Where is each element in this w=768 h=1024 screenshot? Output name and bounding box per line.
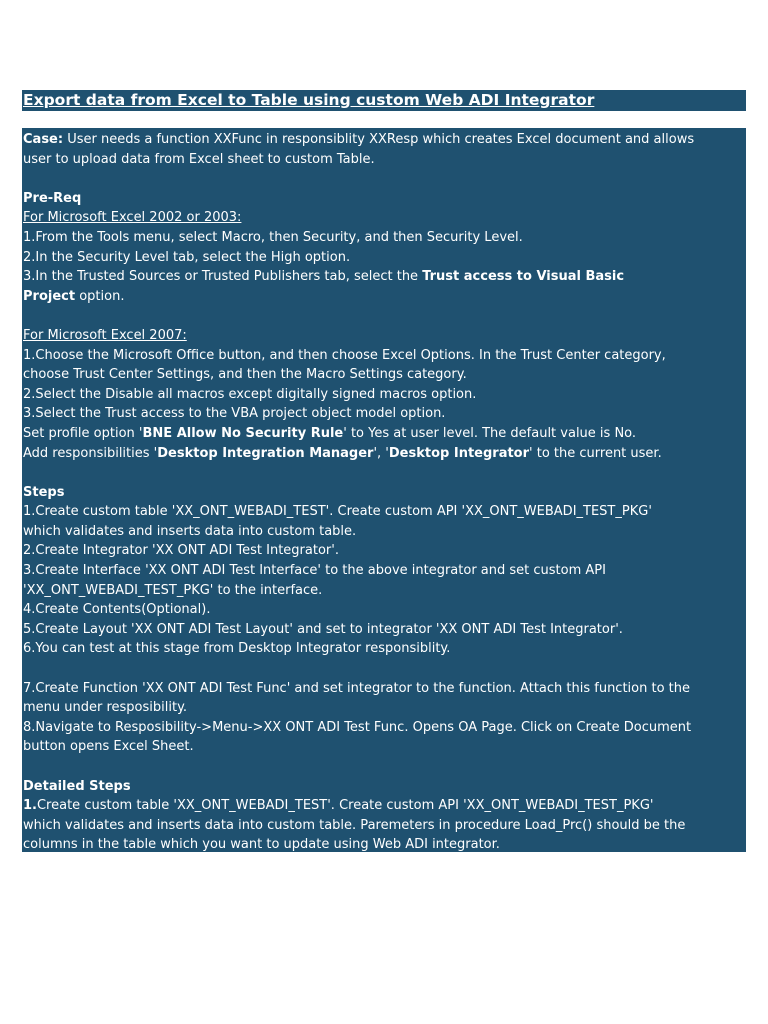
excel2003-step-3-bold: Trust access to Visual Basic [422,269,625,285]
excel2007-heading: For Microsoft Excel 2007: [23,327,187,343]
profile-pre: Set profile option ' [23,425,143,441]
excel2007-step-1-line-1: 1.Choose the Microsoft Office button, and then choose Excel Options. In the Trust Center category, [23,347,666,363]
detailed-step-1-text: Create custom table 'XX_ONT_WEBADI_TEST'. Create custom API 'XX_ONT_WEBADI_TEST_PKG' [36,798,654,814]
excel2003-step-2: 2.In the Security Level tab, select the High option. [23,249,351,265]
step-3-line-1: 3.Create Interface 'XX ONT ADI Test Interface' to the above integrator and set custom API [23,563,606,579]
detailed-step-1-line-2: which validates and inserts data into custom table. Paremeters in procedure Load_Prc() should be the [23,817,686,833]
step-8-line-2: button opens Excel Sheet. [23,739,194,755]
step-1-line-2: which validates and inserts data into custom table. [23,523,357,539]
excel2007-step-2: 2.Select the Disable all macros except digitally signed macros option. [23,386,477,402]
step-2: 2.Create Integrator 'XX ONT ADI Test Integrator'. [23,543,339,559]
responsibilities-line [23,444,745,464]
resp-mid: ', ' [373,445,389,461]
excel2003-step-3-cont [23,287,745,307]
resp-bold-2: Desktop Integrator [388,445,530,461]
excel2003-step-3-bold-2: Project [23,288,76,304]
title-bar [22,90,746,111]
content-block [22,128,746,852]
profile-bold: BNE Allow No Security Rule [142,425,344,441]
excel2003-step-3-text: 3.In the Trusted Sources or Trusted Publishers tab, select the [23,269,423,285]
steps-heading [23,483,745,503]
resp-post: ' to the current user. [529,445,662,461]
spacer [23,306,745,326]
step-3-line-2: 'XX_ONT_WEBADI_TEST_PKG' to the interface. [23,582,323,598]
spacer [23,463,745,483]
resp-pre: Add responsibilities ' [23,445,158,461]
detailed-step-1-number: 1. [23,798,37,814]
spacer [23,757,745,777]
excel2003-step-3-post: option. [75,288,125,304]
document-title: Export data from Excel to Table using custom Web ADI Integrator [23,91,595,109]
excel2003-step-3 [23,267,745,287]
resp-bold-1: Desktop Integration Manager [157,445,374,461]
detailed-heading [23,777,745,797]
detailed-heading-text: Detailed Steps [23,778,131,794]
case-line-1 [23,130,745,150]
step-6: 6.You can test at this stage from Desktop Integrator responsiblity. [23,641,451,657]
prereq-heading [23,189,745,209]
step-7-line-2: menu under resposibility. [23,700,188,716]
profile-option-line [23,424,745,444]
spacer [23,659,745,679]
step-1-line-1: 1.Create custom table 'XX_ONT_WEBADI_TEST'. Create custom API 'XX_ONT_WEBADI_TEST_PKG' [23,504,652,520]
excel2003-step-1: 1.From the Tools menu, select Macro, then Security, and then Security Level. [23,229,523,245]
step-8-line-1: 8.Navigate to Resposibility->Menu->XX ONT ADI Test Func. Opens OA Page. Click on Create Document [23,719,692,735]
excel2007-step-1-line-2: choose Trust Center Settings, and then the Macro Settings category. [23,367,467,383]
excel2007-step-3: 3.Select the Trust access to the VBA project object model option. [23,406,446,422]
excel2003-heading: For Microsoft Excel 2002 or 2003: [23,210,242,226]
detailed-step-1-line-1 [23,796,745,816]
step-4: 4.Create Contents(Optional). [23,602,211,618]
prereq-heading-text: Pre-Req [23,190,82,206]
case-line-2: user to upload data from Excel sheet to custom Table. [23,151,375,167]
step-5: 5.Create Layout 'XX ONT ADI Test Layout' and set to integrator 'XX ONT ADI Test Integrator'. [23,621,623,637]
case-text: User needs a function XXFunc in responsiblity XXResp which creates Excel document and allows [63,132,695,147]
case-label: Case: [23,132,64,147]
profile-post: ' to Yes at user level. The default value is No. [343,425,637,441]
spacer [23,169,745,189]
step-7-line-1: 7.Create Function 'XX ONT ADI Test Func' and set integrator to the function. Attach this function to the [23,680,691,696]
steps-heading-text: Steps [23,484,65,500]
detailed-step-1-line-3: columns in the table which you want to update using Web ADI integrator. [23,837,500,853]
